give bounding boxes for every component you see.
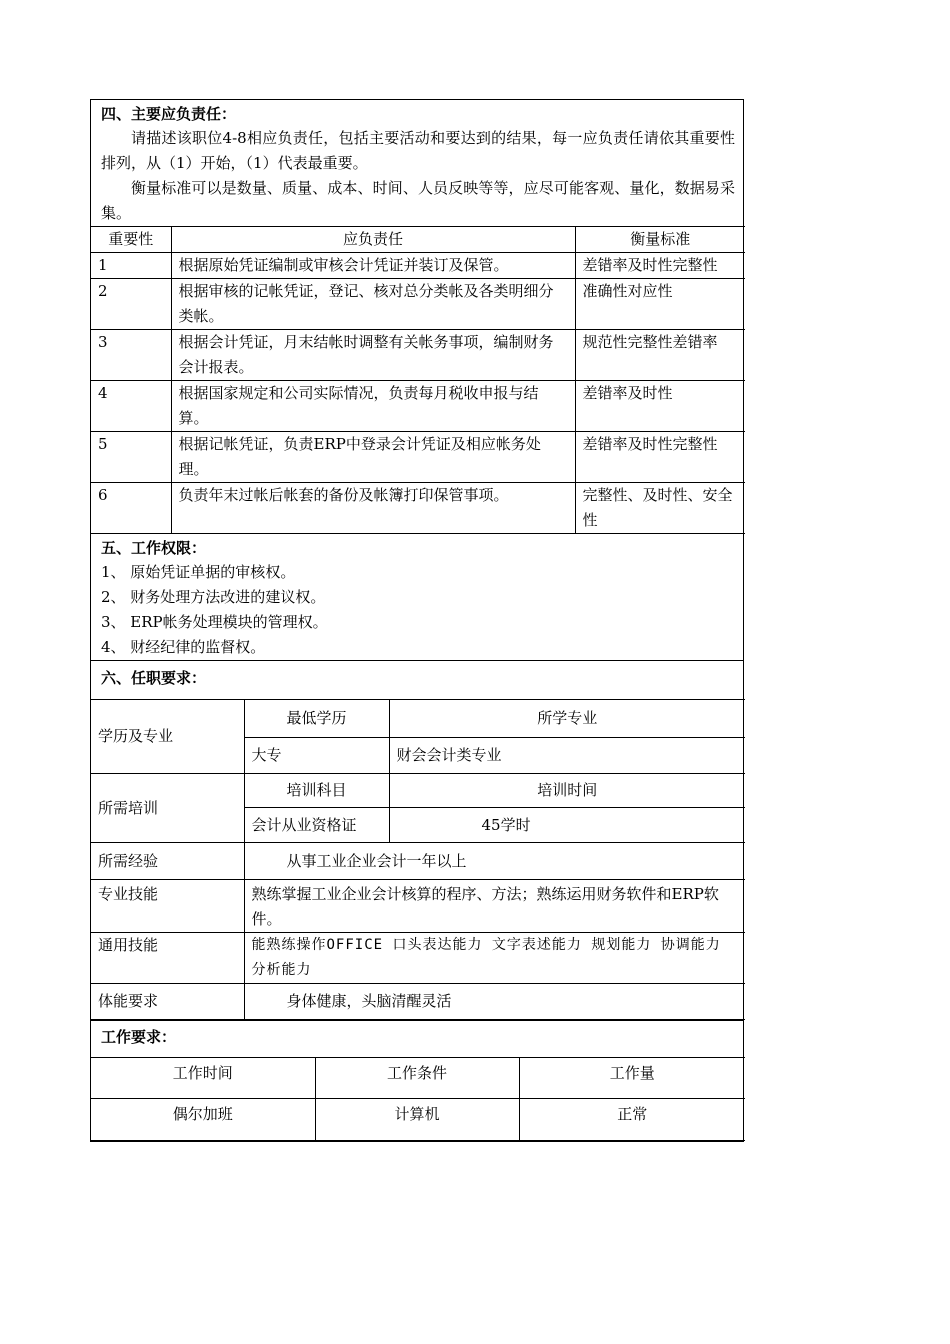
- section4-title: 四、主要应负责任：: [101, 105, 237, 123]
- skill-label: 专业技能: [91, 880, 244, 933]
- phys-label: 体能要求: [91, 984, 244, 1020]
- train-label: 所需培训: [91, 774, 244, 843]
- section-responsibilities: [90, 99, 744, 534]
- general-skill-value: 能熟练操作OFFICE 口头表达能力 文字表述能力 规划能力 协调能力 分析能力: [244, 933, 745, 984]
- phys-value: 身体健康，头脑清醒灵活: [244, 984, 745, 1020]
- table-row: [91, 432, 745, 483]
- work-header-load: 工作量: [519, 1058, 745, 1099]
- work-title: 工作要求：: [101, 1028, 177, 1046]
- row-duty: 根据会计凭证，月末结帐时调整有关帐务事项，编制财务会计报表。: [171, 330, 575, 381]
- row-rank: 3: [91, 330, 171, 381]
- row-rank: 5: [91, 432, 171, 483]
- row-measure: 规范性完整性差错率: [575, 330, 745, 381]
- train-header-time: 培训时间: [389, 774, 745, 808]
- train-time-value: 45学时: [389, 808, 745, 843]
- train-header-subject: 培训科目: [244, 774, 389, 808]
- table-row: [91, 253, 745, 279]
- row-duty: 根据审核的记帐凭证，登记、核对总分类帐及各类明细分类帐。: [171, 279, 575, 330]
- section-work-requirements: [90, 1020, 744, 1142]
- authority-item: 1、 原始凭证单据的审核权。: [101, 563, 296, 581]
- work-table: [91, 1057, 745, 1141]
- row-rank: 1: [91, 253, 171, 279]
- row-duty: 根据原始凭证编制或审核会计凭证并装订及保管。: [171, 253, 575, 279]
- general-skill-label: 通用技能: [91, 933, 244, 984]
- col-header-duty: 应负责任: [171, 227, 575, 253]
- work-load-value: 正常: [519, 1099, 745, 1141]
- table-row: [91, 381, 745, 432]
- responsibility-table: [91, 226, 745, 534]
- phys-row: [91, 984, 745, 1020]
- row-measure: 完整性、及时性、安全性: [575, 483, 745, 534]
- edu-label: 学历及专业: [91, 700, 244, 774]
- work-value-row: [91, 1099, 745, 1141]
- row-measure: 准确性对应性: [575, 279, 745, 330]
- table-row: [91, 483, 745, 534]
- section4-instruction-1: 请描述该职位4-8相应负责任，包括主要活动和要达到的结果，每一应负责任请依其重要性排列，从（1）开始，（1）代表最重要。: [101, 129, 735, 172]
- col-header-measure: 衡量标准: [575, 227, 745, 253]
- authority-item: 4、 财经纪律的监督权。: [101, 638, 266, 656]
- row-measure: 差错率及时性完整性: [575, 253, 745, 279]
- edu-header-degree: 最低学历: [244, 700, 389, 738]
- section4-instruction-2: 衡量标准可以是数量、质量、成本、时间、人员反映等等，应尽可能客观、量化，数据易采集。: [101, 179, 735, 222]
- authority-item: 2、 财务处理方法改进的建议权。: [101, 588, 326, 606]
- edu-degree-value: 大专: [244, 738, 389, 774]
- row-measure: 差错率及时性完整性: [575, 432, 745, 483]
- row-measure: 差错率及时性: [575, 381, 745, 432]
- exp-row: [91, 843, 745, 880]
- section-authority: [90, 534, 744, 660]
- work-header-row: [91, 1058, 745, 1099]
- table-row: [91, 330, 745, 381]
- job-description-document: [90, 99, 744, 1142]
- skill-value: 熟练掌握工业企业会计核算的程序、方法；熟练运用财务软件和ERP软件。: [244, 880, 745, 933]
- section-qualifications: [90, 660, 744, 1020]
- work-header-condition: 工作条件: [315, 1058, 519, 1099]
- row-rank: 4: [91, 381, 171, 432]
- work-condition-value: 计算机: [315, 1099, 519, 1141]
- train-subject-value: 会计从业资格证: [244, 808, 389, 843]
- work-header-time: 工作时间: [91, 1058, 315, 1099]
- qualification-table: [91, 699, 745, 1020]
- row-duty: 根据国家规定和公司实际情况，负责每月税收申报与结算。: [171, 381, 575, 432]
- row-duty: 负责年末过帐后帐套的备份及帐簿打印保管事项。: [171, 483, 575, 534]
- exp-label: 所需经验: [91, 843, 244, 880]
- section5-title: 五、工作权限：: [101, 539, 207, 557]
- table-header-row: [91, 227, 745, 253]
- authority-item: 3、 ERP帐务处理模块的管理权。: [101, 613, 328, 631]
- row-duty: 根据记帐凭证，负责ERP中登录会计凭证及相应帐务处理。: [171, 432, 575, 483]
- general-skill-row: [91, 933, 745, 984]
- edu-header-row: [91, 700, 745, 738]
- row-rank: 2: [91, 279, 171, 330]
- edu-major-value: 财会会计类专业: [389, 738, 745, 774]
- section6-title: 六、任职要求：: [101, 669, 207, 687]
- exp-value: 从事工业企业会计一年以上: [244, 843, 745, 880]
- skill-row: [91, 880, 745, 933]
- edu-header-major: 所学专业: [389, 700, 745, 738]
- table-row: [91, 279, 745, 330]
- train-header-row: [91, 774, 745, 808]
- col-header-rank: 重要性: [91, 227, 171, 253]
- work-time-value: 偶尔加班: [91, 1099, 315, 1141]
- row-rank: 6: [91, 483, 171, 534]
